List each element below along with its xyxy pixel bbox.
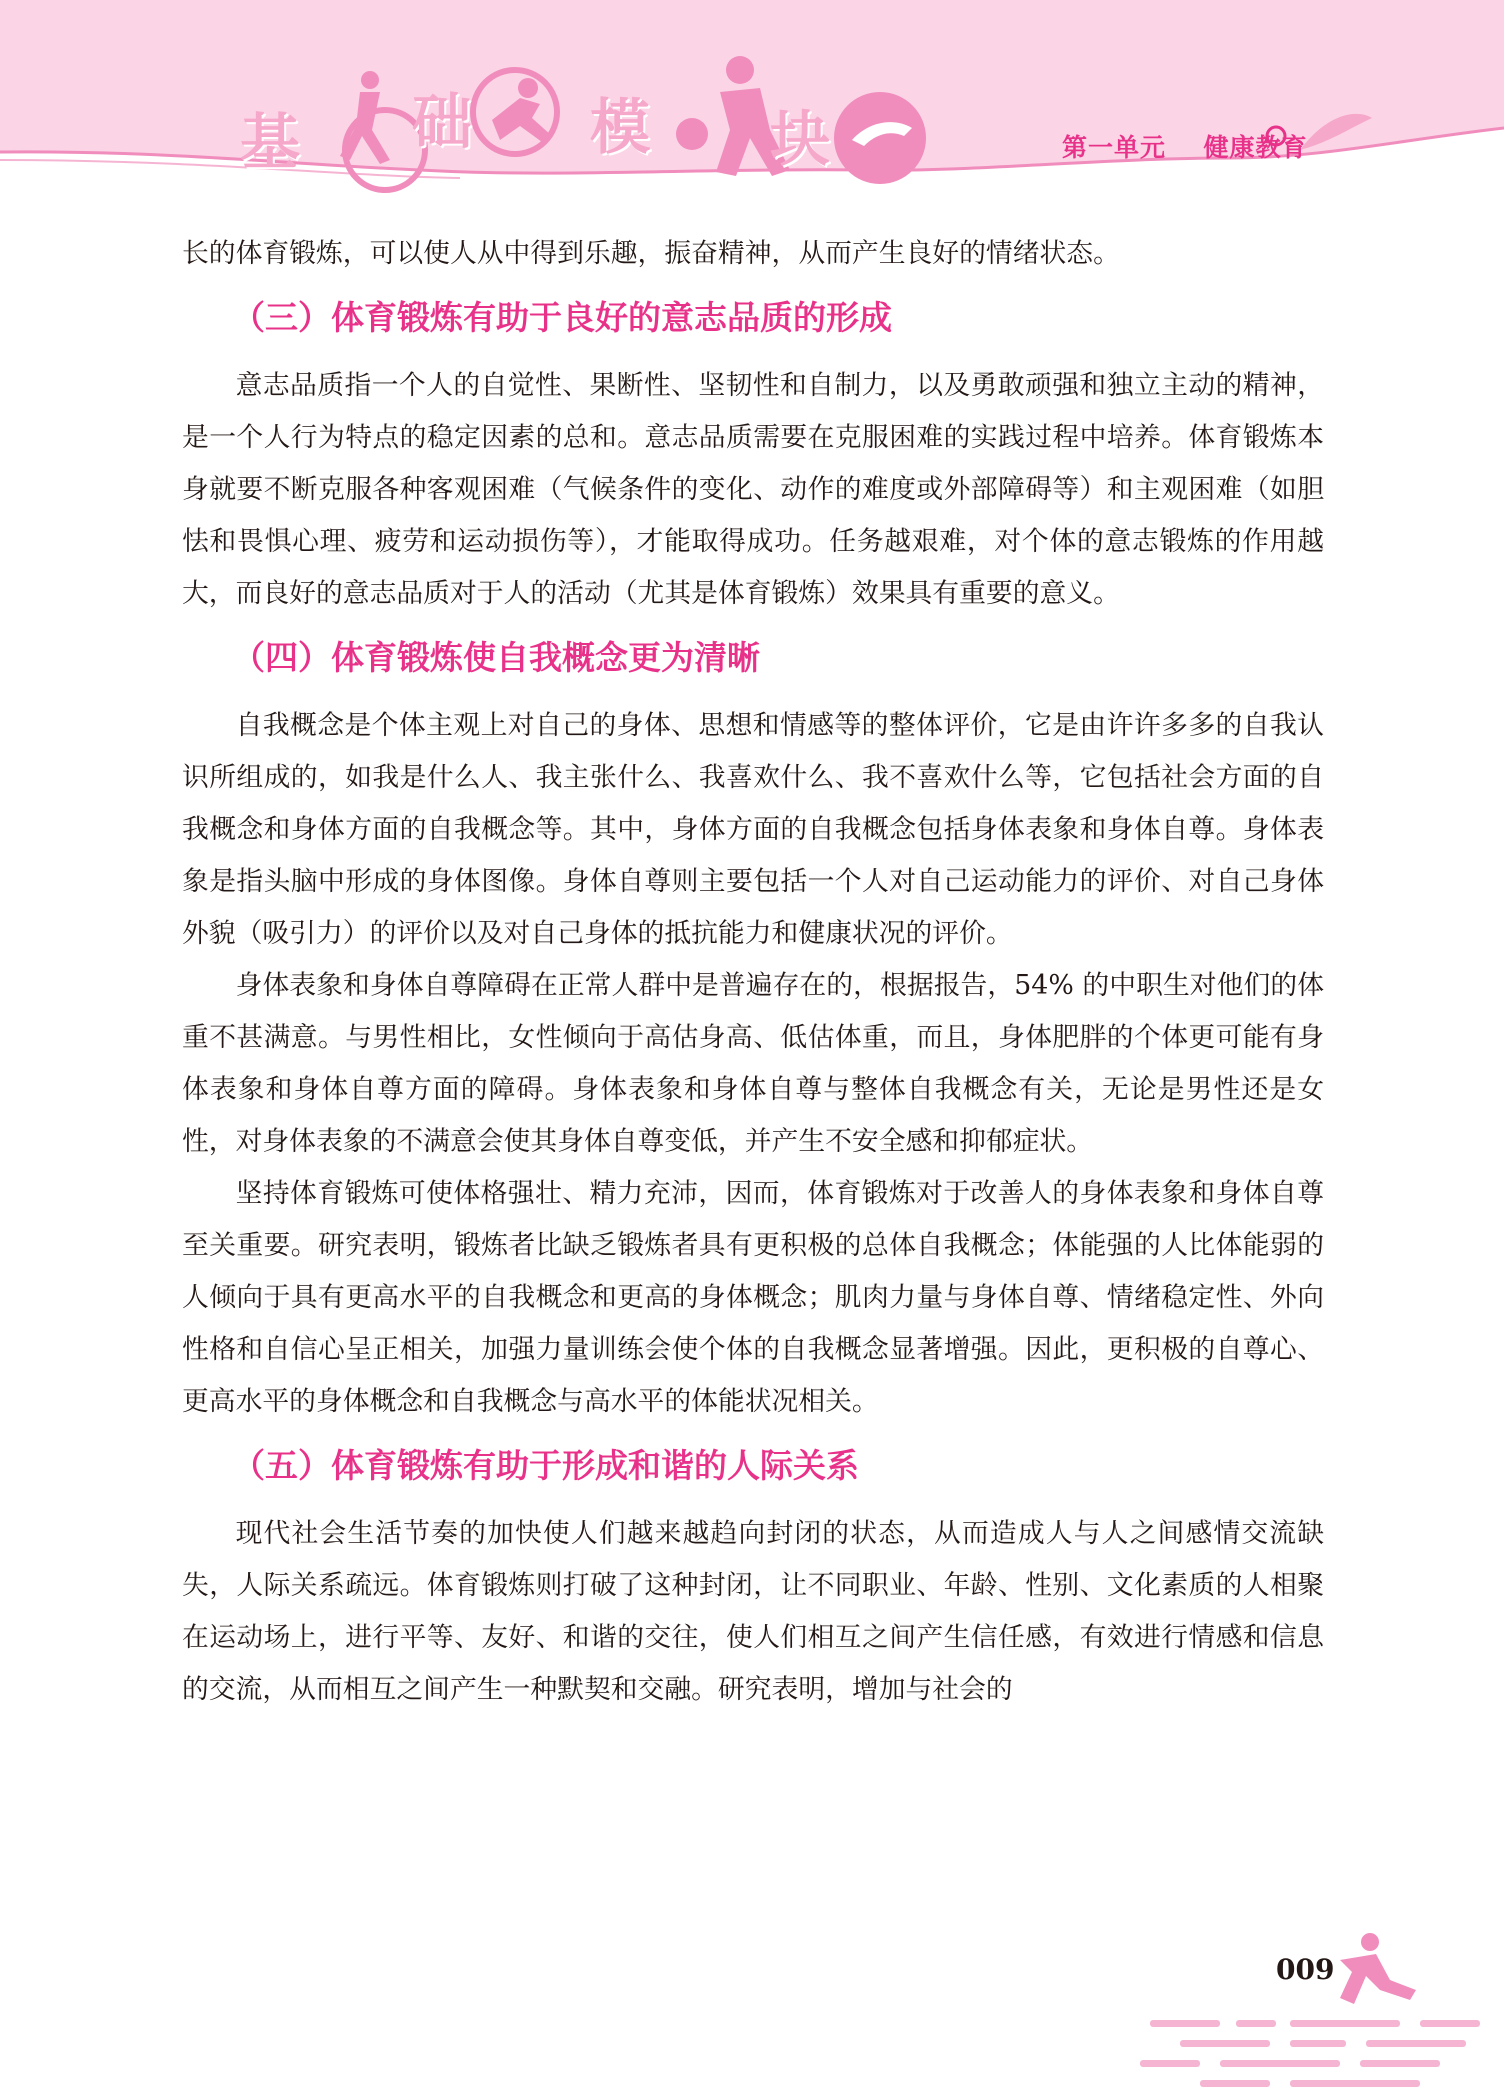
- page-header: [0, 0, 1504, 215]
- section-heading: （四）体育锻炼使自我概念更为清晰: [232, 638, 760, 677]
- header-char-1: 基: [240, 108, 300, 178]
- paragraph: 现代社会生活节奏的加快使人们越来越趋向封闭的状态，从而造成人与人之间感情交流缺失，人际关系疏远。体育锻炼则打破了这种封闭，让不同职业、年龄、性别、文化素质的人相聚在运动场上，进行平等、友好、和谐的交往，使人们相互之间产生信任感，有效进行情感和信息的交流，从而相互之间产生一种默契和交融。研究表明，增加与社会的: [182, 1518, 1324, 1705]
- page-number: 009: [1276, 1953, 1335, 1986]
- paragraph: 身体表象和身体自尊障碍在正常人群中是普遍存在的，根据报告，54% 的中职生对他们的体重不甚满意。与男性相比，女性倾向于高估身高、低估体重，而且，身体肥胖的个体更可能有身体表象和身体自尊方面的障碍。身体表象和身体自尊与整体自我概念有关，无论是男性还是女性，对身体表象的不满意会使其身体自尊变低，并产生不安全感和抑郁症状。: [182, 970, 1324, 1157]
- unit-label: [1062, 128, 1307, 164]
- header-char-2: 础: [412, 88, 472, 158]
- footer-runner-icon: [1340, 1933, 1416, 2004]
- section-heading: （五）体育锻炼有助于形成和谐的人际关系: [232, 1446, 859, 1485]
- section-heading: （三）体育锻炼有助于良好的意志品质的形成: [232, 298, 892, 337]
- footer-ornament: [1140, 1920, 1504, 2095]
- swimmer-icon: [834, 92, 926, 184]
- header-banner: [0, 0, 1504, 215]
- header-char-3: 模: [590, 93, 650, 163]
- paragraph: 意志品质指一个人的自觉性、果断性、坚韧性和自制力，以及勇敢顽强和独立主动的精神，是一个人行为特点的稳定因素的总和。意志品质需要在克服困难的实践过程中培养。体育锻炼本身就要不断克服各种客观困难（气候条件的变化、动作的难度或外部障碍等）和主观困难（如胆怯和畏惧心理、疲劳和运动损伤等），才能取得成功。任务越艰难，对个体的意志锻炼的作用越大，而良好的意志品质对于人的活动（尤其是体育锻炼）效果具有重要的意义。: [182, 370, 1324, 609]
- footer-stripes: [1140, 2020, 1480, 2087]
- paragraph: 坚持体育锻炼可使体格强壮、精力充沛，因而，体育锻炼对于改善人的身体表象和身体自尊至关重要。研究表明，锻炼者比缺乏锻炼者具有更积极的总体自我概念；体能强的人比体能弱的人倾向于具有更高水平的自我概念和更高的身体概念；肌肉力量与身体自尊、情绪稳定性、外向性格和自信心呈正相关，加强力量训练会使个体的自我概念显著增强。因此，更积极的自尊心、更高水平的身体概念和自我概念与高水平的体能状况相关。: [182, 1178, 1324, 1417]
- unit-section: 健康教育: [1203, 133, 1308, 162]
- header-char-4: 块: [770, 105, 830, 175]
- paragraph: 长的体育锻炼，可以使人从中得到乐趣，振奋精神，从而产生良好的情绪状态。: [182, 238, 1120, 269]
- paragraph: 自我概念是个体主观上对自己的身体、思想和情感等的整体评价，它是由许许多多的自我认识所组成的，如我是什么人、我主张什么、我喜欢什么、我不喜欢什么等，它包括社会方面的自我概念和身体方面的自我概念等。其中，身体方面的自我概念包括身体表象和身体自尊。身体表象是指头脑中形成的身体图像。身体自尊则主要包括一个人对自己运动能力的评价、对自己身体外貌（吸引力）的评价以及对自己身体的抵抗能力和健康状况的评价。: [182, 710, 1324, 949]
- page-body: [182, 228, 1324, 1716]
- unit-number: 第一单元: [1062, 133, 1167, 162]
